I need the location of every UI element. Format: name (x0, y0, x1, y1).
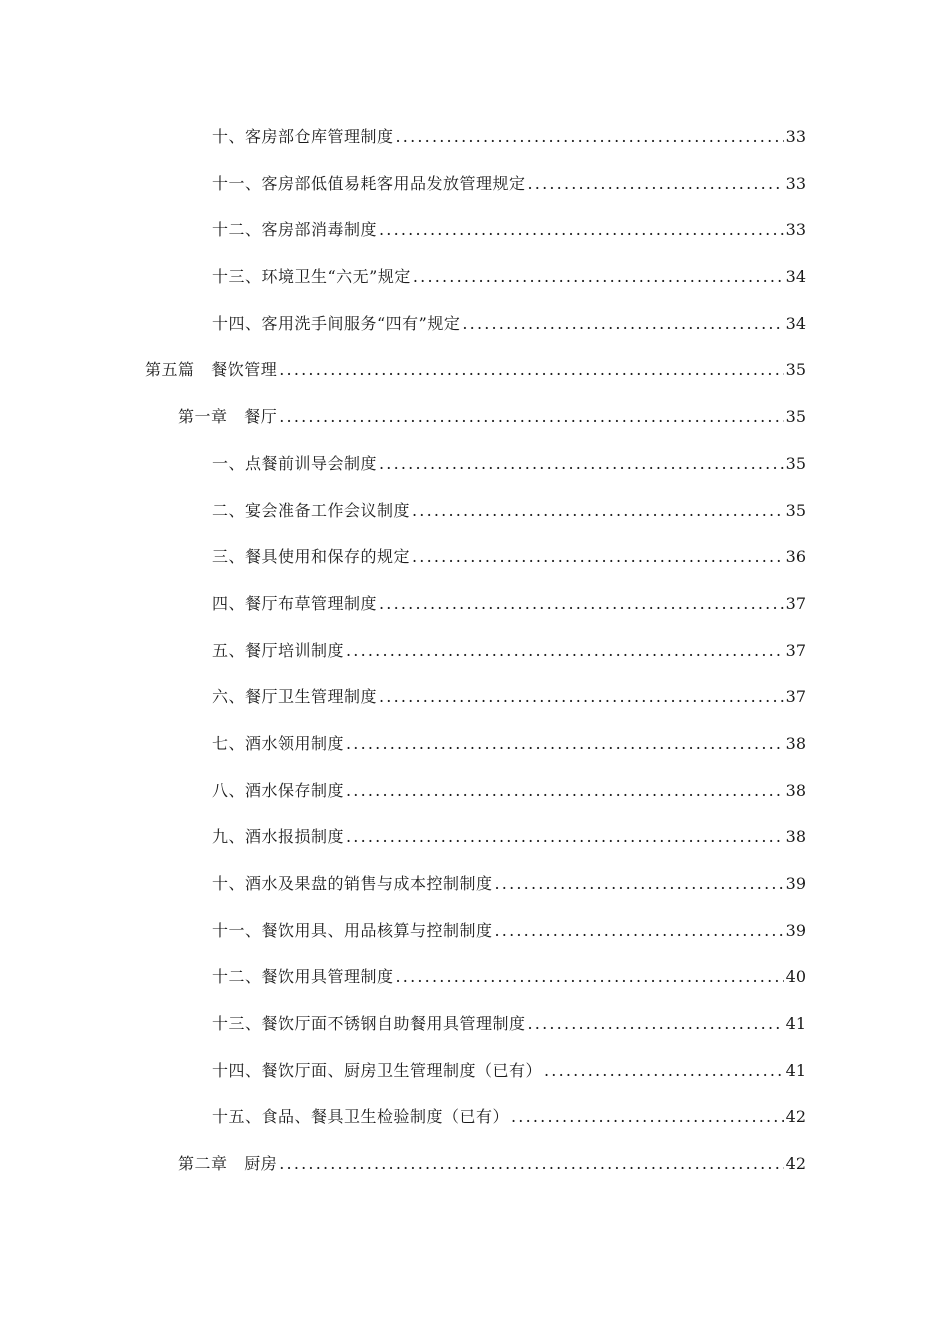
toc-entry-page-number: 39 (785, 874, 806, 893)
dot-leader (396, 960, 784, 994)
dot-leader (379, 680, 784, 714)
dot-leader (412, 540, 784, 574)
dot-leader (379, 587, 784, 621)
toc-entry[interactable] (0, 400, 950, 447)
toc-entry-page-number: 42 (785, 1154, 806, 1174)
toc-entry-title: 第一章 餐厅 (178, 407, 278, 427)
toc-entry-title: 六、餐厅卫生管理制度 (212, 687, 378, 707)
toc-entry-title: 十、酒水及果盘的销售与成本控制制度 (212, 874, 493, 893)
toc-entry-page-number: 33 (785, 127, 806, 146)
toc-entry[interactable] (0, 587, 950, 634)
toc-entry-page-number: 33 (785, 220, 806, 240)
toc-entry-title: 十三、餐饮厅面不锈钢自助餐用具管理制度 (212, 1014, 526, 1034)
dot-leader (346, 727, 784, 761)
toc-entry[interactable] (0, 353, 950, 400)
toc-entry-title: 十、客房部仓库管理制度 (212, 127, 394, 146)
toc-entry[interactable] (0, 260, 950, 307)
toc-entry-title: 四、餐厅布草管理制度 (212, 593, 378, 613)
toc-entry[interactable] (0, 1007, 950, 1054)
toc-entry-title: 十二、餐饮用具管理制度 (212, 967, 394, 987)
toc-entry-title: 五、餐厅培训制度 (212, 640, 345, 660)
toc-entry-page-number: 35 (785, 500, 806, 520)
dot-leader (346, 634, 784, 668)
dot-leader (279, 353, 783, 387)
toc-entry-page-number: 34 (785, 313, 806, 333)
toc-entry[interactable] (0, 1100, 950, 1147)
toc-entry-title: 十五、食品、餐具卫生检验制度（已有） (212, 1107, 510, 1127)
toc-entry-title: 一、点餐前训导会制度 (212, 453, 378, 473)
toc-entry-page-number: 42 (785, 1107, 806, 1127)
toc-entry[interactable] (0, 1054, 950, 1101)
toc-entry-title: 七、酒水领用制度 (212, 733, 345, 753)
toc-entry[interactable] (0, 213, 950, 260)
dot-leader (462, 307, 783, 341)
toc-entry-page-number: 36 (785, 547, 806, 567)
toc-entry-title: 八、酒水保存制度 (212, 780, 345, 800)
toc-entry-page-number: 41 (785, 1060, 806, 1080)
toc-entry-page-number: 39 (785, 920, 806, 940)
toc-entry-title: 三、餐具使用和保存的规定 (212, 547, 411, 567)
toc-entry-page-number: 40 (785, 967, 806, 987)
toc-entry-page-number: 38 (785, 780, 806, 800)
dot-leader (495, 914, 784, 948)
toc-entry[interactable] (0, 494, 950, 541)
toc-entry[interactable] (0, 1147, 950, 1194)
toc-entry[interactable] (0, 960, 950, 1007)
toc-entry-title: 十四、客用洗手间服务“四有”规定 (212, 313, 461, 333)
toc-entry[interactable] (0, 634, 950, 681)
toc-entry-title: 二、宴会准备工作会议制度 (212, 500, 411, 520)
toc-entry-title: 九、酒水报损制度 (212, 827, 345, 847)
toc-entry[interactable] (0, 307, 950, 354)
dot-leader (346, 820, 784, 854)
toc-entry-title: 十二、客房部消毒制度 (212, 220, 378, 240)
dot-leader (379, 447, 784, 481)
dot-leader (396, 120, 784, 154)
toc-entry-title: 十三、环境卫生“六无”规定 (212, 267, 411, 287)
table-of-contents (0, 120, 950, 1194)
dot-leader (279, 400, 783, 434)
toc-entry-page-number: 37 (785, 640, 806, 660)
dot-leader (413, 260, 784, 294)
toc-entry[interactable] (0, 447, 950, 494)
toc-entry[interactable] (0, 680, 950, 727)
toc-entry-page-number: 41 (785, 1014, 806, 1034)
dot-leader (544, 1054, 784, 1088)
toc-entry-page-number: 38 (785, 827, 806, 847)
toc-entry-title: 十一、餐饮用具、用品核算与控制制度 (212, 920, 493, 940)
toc-entry-title: 第五篇 餐饮管理 (145, 360, 278, 380)
toc-entry[interactable] (0, 540, 950, 587)
toc-entry[interactable] (0, 167, 950, 214)
toc-entry[interactable] (0, 727, 950, 774)
dot-leader (412, 494, 784, 528)
dot-leader (495, 867, 784, 901)
toc-entry-page-number: 35 (785, 360, 806, 380)
toc-entry-page-number: 38 (785, 733, 806, 753)
dot-leader (279, 1147, 783, 1181)
toc-entry-title: 十四、餐饮厅面、厨房卫生管理制度（已有） (212, 1060, 543, 1080)
toc-entry-page-number: 35 (785, 453, 806, 473)
toc-entry[interactable] (0, 867, 950, 914)
toc-entry-page-number: 34 (785, 267, 806, 287)
toc-entry[interactable] (0, 774, 950, 821)
toc-entry-page-number: 35 (785, 407, 806, 427)
toc-entry-title: 十一、客房部低值易耗客用品发放管理规定 (212, 173, 526, 193)
dot-leader (379, 213, 784, 247)
dot-leader (346, 774, 784, 808)
dot-leader (511, 1100, 784, 1134)
toc-entry-page-number: 33 (785, 173, 806, 193)
toc-entry[interactable] (0, 820, 950, 867)
toc-entry[interactable] (0, 120, 950, 167)
toc-entry-title: 第二章 厨房 (178, 1154, 278, 1174)
toc-entry[interactable] (0, 914, 950, 961)
toc-entry-page-number: 37 (785, 593, 806, 613)
toc-entry-page-number: 37 (785, 687, 806, 707)
dot-leader (528, 167, 784, 201)
dot-leader (528, 1007, 784, 1041)
